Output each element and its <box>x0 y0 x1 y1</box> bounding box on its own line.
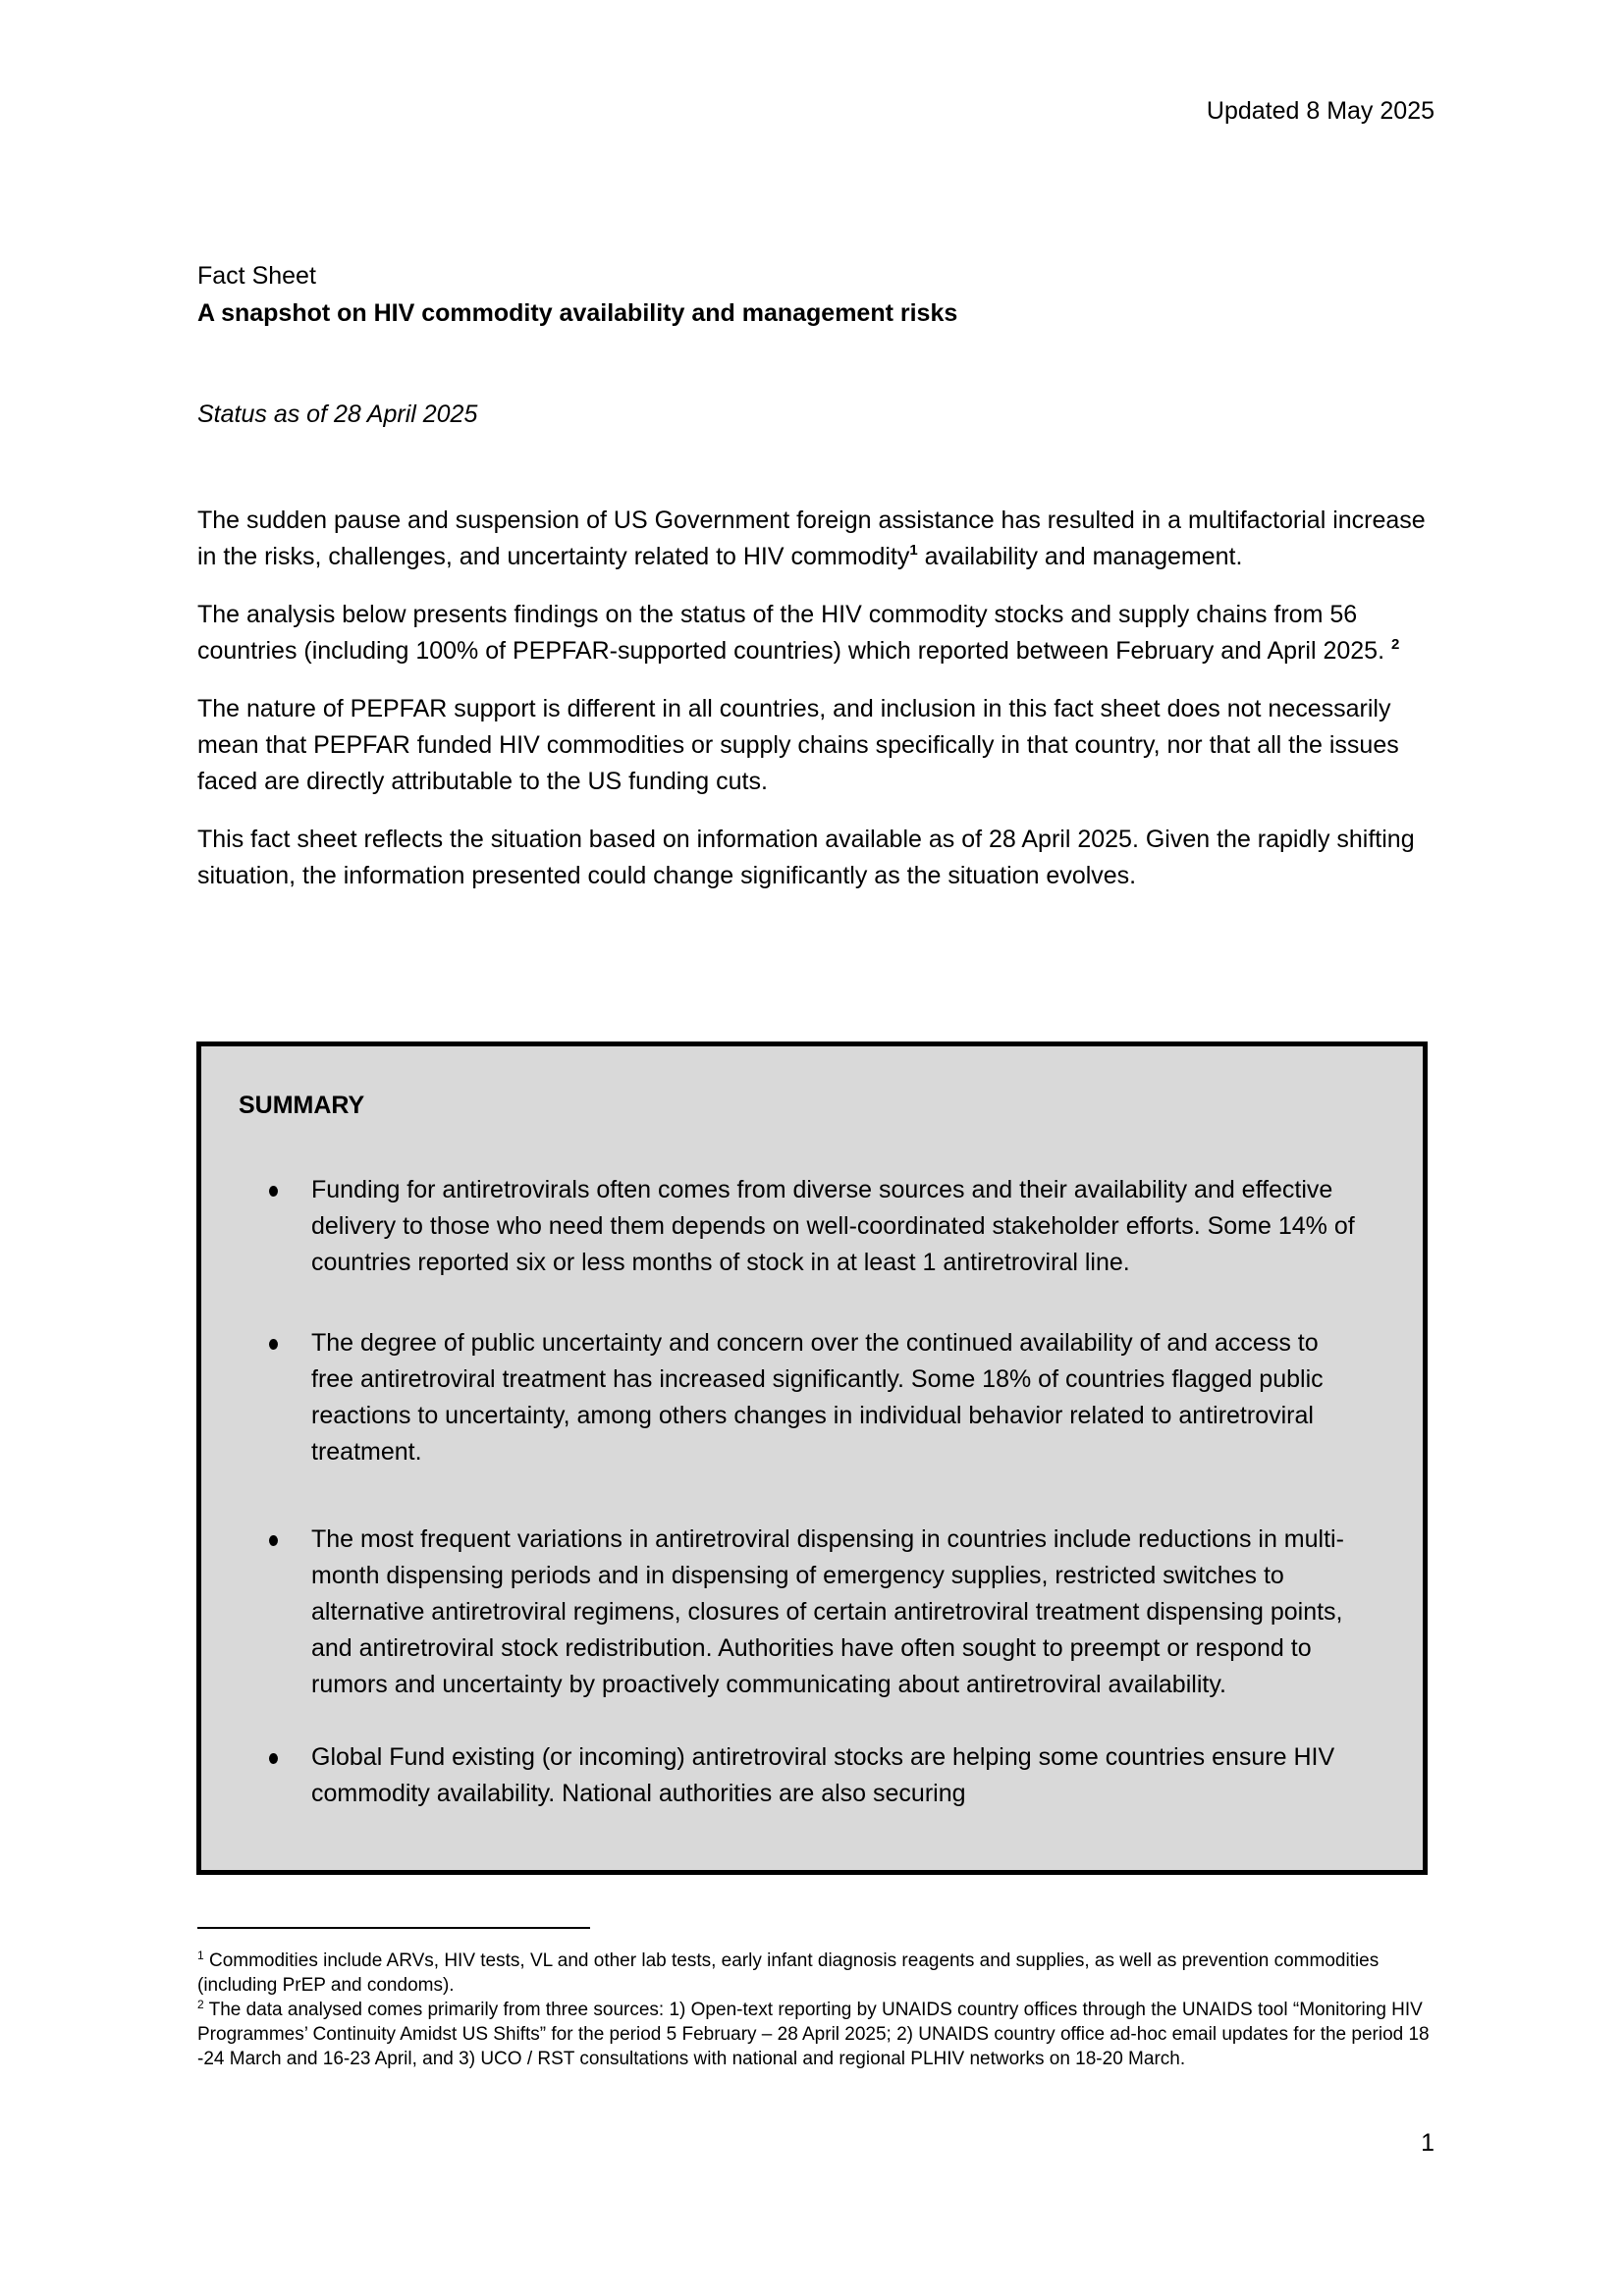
bullet-icon <box>269 1339 278 1350</box>
paragraph-2 <box>197 597 1444 669</box>
paragraph-1-text: The sudden pause and suspension of US Government foreign assistance has resulted in a multifactorial increase in the risks, challenges, and uncertainty related to HIV commodity <box>197 507 1426 570</box>
footnote-1-text: Commodities include ARVs, HIV tests, VL and other lab tests, early infant diagnosis reagents and supplies, as well as prevention commodities (including PrEP and condoms). <box>197 1950 1380 1996</box>
paragraph-4: This fact sheet reflects the situation based on information available as of 28 April 2025. Given the rapidly shifting situation, the information presented could change significantly as the situation evolves. <box>197 826 1415 889</box>
footnote-2 <box>197 1998 1444 2071</box>
page-number: 1 <box>1421 2129 1435 2157</box>
summary-item-text: The most frequent variations in antiretroviral dispensing in countries include reductions in multi-month dispensing periods and in dispensing of emergency supplies, restricted switches to alternative antiretroviral regimens, closures of certain antiretroviral treatment dispensing points, and antiretroviral stock redistribution. Authorities have often sought to preempt or respond to rumors and uncertainty by proactively communicating about antiretroviral availability. <box>311 1525 1344 1698</box>
bullet-icon <box>269 1535 278 1546</box>
footnote-2-number: 2 <box>197 1998 204 2011</box>
status-date: Status as of 28 April 2025 <box>197 400 478 428</box>
intro-body <box>197 503 1444 916</box>
summary-list <box>201 1172 1423 1812</box>
summary-item <box>201 1522 1423 1703</box>
summary-item <box>201 1325 1423 1470</box>
document-type-label: Fact Sheet <box>197 262 316 290</box>
paragraph-2-text: The analysis below presents findings on the status of the HIV commodity stocks and supply chains from 56 countries (including 100% of PEPFAR-supported countries) which reported between February and April 2025. <box>197 601 1385 665</box>
summary-item <box>201 1172 1423 1281</box>
document-title: A snapshot on HIV commodity availability and management risks <box>197 299 958 327</box>
bullet-icon <box>269 1753 278 1764</box>
footnote-ref-2[interactable]: 2 <box>1390 636 1400 653</box>
footnotes <box>197 1949 1444 2071</box>
bullet-icon <box>269 1186 278 1197</box>
footnote-ref-1[interactable]: 1 <box>909 542 918 559</box>
summary-item-text: The degree of public uncertainty and concern over the continued availability of and access to free antiretroviral treatment has increased significantly. Some 18% of countries flagged public reactions to uncertainty, among others changes in individual behavior related to antiretroviral treatment. <box>311 1329 1324 1466</box>
paragraph-1-text-cont: availability and management. <box>917 543 1243 570</box>
summary-heading: SUMMARY <box>239 1092 365 1119</box>
updated-date: Updated 8 May 2025 <box>1206 97 1435 125</box>
paragraph-1 <box>197 503 1444 575</box>
footnote-divider <box>197 1927 590 1929</box>
footnote-1-number: 1 <box>197 1949 204 1962</box>
summary-box <box>196 1041 1428 1875</box>
summary-item <box>201 1739 1423 1812</box>
paragraph-3: The nature of PEPFAR support is different in all countries, and inclusion in this fact sheet does not necessarily mean that PEPFAR funded HIV commodities or supply chains specifically in that country, nor that all the issues faced are directly attributable to the US funding cuts. <box>197 695 1399 795</box>
footnote-1 <box>197 1949 1444 1998</box>
footnote-2-text: The data analysed comes primarily from three sources: 1) Open-text reporting by UNAIDS country offices through the UNAIDS tool “Monitoring HIV Programmes’ Continuity Amidst US Shifts” for the period 5 February – 28 April 2025; 2) UNAIDS country office ad-hoc email updates for the period 18 -24 March and 16-23 April, and 3) UCO / RST consultations with national and regional PLHIV networks on 18-20 March. <box>197 2000 1430 2069</box>
summary-item-text: Global Fund existing (or incoming) antiretroviral stocks are helping some countries ensure HIV commodity availability. National authorities are also securing <box>311 1743 1335 1807</box>
summary-item-text: Funding for antiretrovirals often comes from diverse sources and their availability and effective delivery to those who need them depends on well-coordinated stakeholder efforts. Some 14% of countries reported six or less months of stock in at least 1 antiretroviral line. <box>311 1176 1355 1276</box>
